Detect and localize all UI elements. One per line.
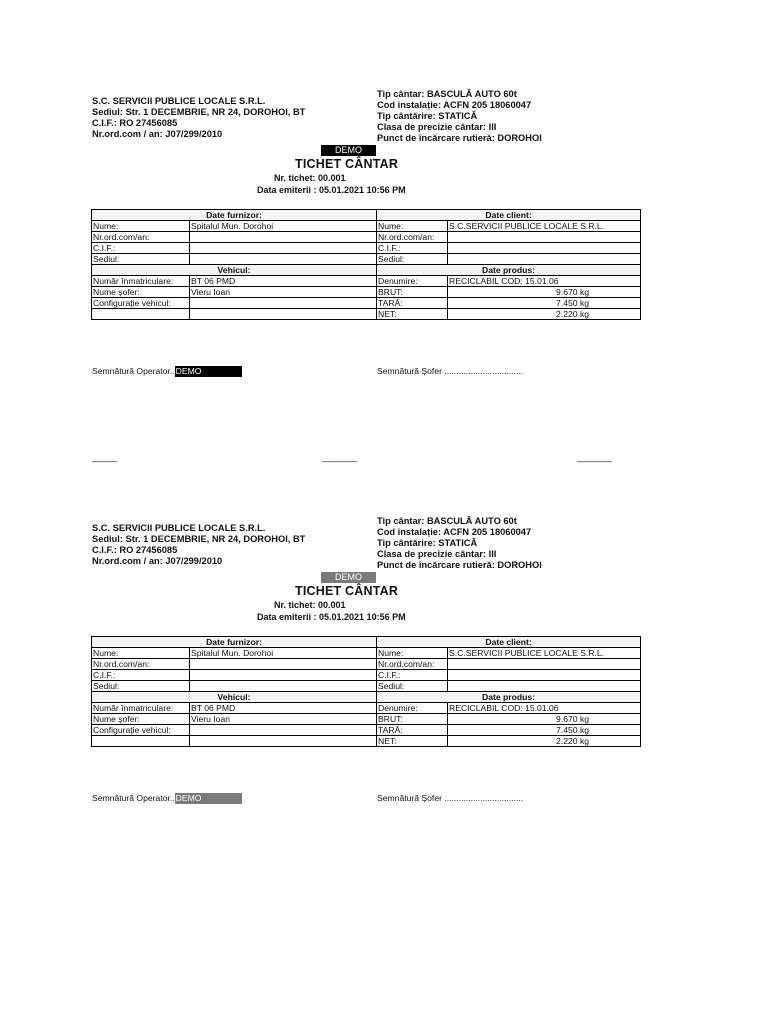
- product-value: 2.220 kg: [448, 309, 641, 320]
- cut-line-right: _______: [577, 452, 613, 462]
- vehicle-value: [190, 736, 377, 747]
- client-label: Nr.ord.com/an:: [377, 659, 448, 670]
- company-name: S.C. SERVICII PUBLICE LOCALE S.R.L.: [92, 96, 266, 106]
- table-row: [92, 309, 641, 320]
- vehicle-label: [92, 309, 190, 320]
- vehicle-value: [190, 725, 377, 736]
- client-header: Date client:: [377, 210, 641, 221]
- supplier-label: C.I.F.:: [92, 243, 190, 254]
- supplier-value: Spitalul Mun. Dorohoi: [190, 648, 377, 659]
- ticket-title: TICHET CÂNTAR: [295, 157, 399, 171]
- table-row: [92, 703, 641, 714]
- client-label: C.I.F.:: [377, 243, 448, 254]
- supplier-value: [190, 243, 377, 254]
- vehicle-label: Configurație vehicul:: [92, 298, 190, 309]
- supplier-label: Nume:: [92, 648, 190, 659]
- supplier-value: [190, 232, 377, 243]
- product-header: Date produs:: [377, 265, 641, 276]
- operator-signature-label: Semnătură Operator..: [92, 366, 175, 376]
- vehicle-value: BT 06 PMD: [190, 276, 377, 287]
- scale-loading-point: Punct de încărcare rutieră: DOROHOI: [377, 560, 542, 570]
- supplier-value: [190, 659, 377, 670]
- operator-signature: [92, 793, 242, 804]
- table-row: [92, 221, 641, 232]
- ticket-table: [91, 636, 641, 747]
- vehicle-label: Nume șofer:: [92, 714, 190, 725]
- client-label: Nume:: [377, 648, 448, 659]
- company-info: [92, 523, 305, 567]
- client-value: [448, 232, 641, 243]
- supplier-label: Nr.ord.com/an:: [92, 659, 190, 670]
- company-address: Sediul: Str. 1 DECEMBRIE, NR 24, DOROHOI, BT: [92, 107, 306, 117]
- company-address: Sediul: Str. 1 DECEMBRIE, NR 24, DOROHOI, BT: [92, 534, 306, 544]
- scale-info: [377, 516, 542, 571]
- company-info: [92, 96, 305, 140]
- scale-type: Tip cântar: BASCULĂ AUTO 60t: [377, 89, 517, 99]
- ticket-table: [91, 209, 641, 320]
- demo-banner: DEMO: [321, 145, 376, 156]
- operator-demo-box: DEMO: [175, 366, 242, 377]
- supplier-value: Spitalul Mun. Dorohoi: [190, 221, 377, 232]
- ticket-2: [0, 427, 768, 803]
- product-value: RECICLABIL COD: 15.01.06: [448, 703, 641, 714]
- supplier-label: Sediul:: [92, 681, 190, 692]
- ticket-1: [0, 0, 768, 376]
- product-value: RECICLABIL COD: 15.01.06: [448, 276, 641, 287]
- table-row: [92, 670, 641, 681]
- supplier-value: [190, 681, 377, 692]
- scale-weighing-type: Tip cântărire: STATICĂ: [377, 538, 478, 548]
- supplier-label: Nume:: [92, 221, 190, 232]
- client-label: C.I.F.:: [377, 670, 448, 681]
- scale-install-code: Cod instalație: ACFN 205 18060047: [377, 527, 532, 537]
- driver-signature: Semnătură Șofer .................................: [377, 793, 524, 803]
- company-nr-ord: Nr.ord.com / an: J07/299/2010: [92, 556, 223, 566]
- cut-line-middle: _______: [322, 452, 358, 462]
- product-label: TARĂ:: [377, 725, 448, 736]
- client-header: Date client:: [377, 637, 641, 648]
- company-name: S.C. SERVICII PUBLICE LOCALE S.R.L.: [92, 523, 266, 533]
- client-value: [448, 670, 641, 681]
- product-label: Denumire:: [377, 703, 448, 714]
- product-value: 9.670 kg: [448, 287, 641, 298]
- driver-signature: Semnătură Șofer .................................: [377, 366, 524, 376]
- scale-precision-class: Clasa de precizie cântar: III: [377, 122, 497, 132]
- table-row: [92, 232, 641, 243]
- product-value: 7.450 kg: [448, 298, 641, 309]
- vehicle-value: Vieru Ioan: [190, 287, 377, 298]
- scale-precision-class: Clasa de precizie cântar: III: [377, 549, 497, 559]
- client-label: Nume:: [377, 221, 448, 232]
- vehicle-value: BT 06 PMD: [190, 703, 377, 714]
- supplier-label: Nr.ord.com/an:: [92, 232, 190, 243]
- table-row: [92, 659, 641, 670]
- table-row: [92, 254, 641, 265]
- vehicle-value: [190, 298, 377, 309]
- scale-loading-point: Punct de încărcare rutieră: DOROHOI: [377, 133, 542, 143]
- ticket-number: Nr. tichet: 00.001: [274, 173, 346, 183]
- operator-signature-label: Semnătură Operator..: [92, 793, 175, 803]
- scale-info: [377, 89, 542, 144]
- client-label: Nr.ord.com/an:: [377, 232, 448, 243]
- vehicle-label: [92, 736, 190, 747]
- product-value: 2.220 kg: [448, 736, 641, 747]
- vehicle-label: Număr înmatriculare:: [92, 703, 190, 714]
- table-row: [92, 714, 641, 725]
- client-label: Sediul:: [377, 681, 448, 692]
- vehicle-label: Număr înmatriculare:: [92, 276, 190, 287]
- vehicle-label: Configurație vehicul:: [92, 725, 190, 736]
- product-value: 7.450 kg: [448, 725, 641, 736]
- client-label: Sediul:: [377, 254, 448, 265]
- table-row: [92, 681, 641, 692]
- demo-banner: DEMO: [321, 572, 376, 583]
- product-label: NET:: [377, 309, 448, 320]
- table-row: [92, 736, 641, 747]
- client-value: S.C.SERVICII PUBLICE LOCALE S.R.L.: [448, 648, 641, 659]
- issue-date: Data emiterii : 05.01.2021 10:56 PM: [257, 612, 406, 622]
- table-row: [92, 287, 641, 298]
- issue-date: Data emiterii : 05.01.2021 10:56 PM: [257, 185, 406, 195]
- client-value: [448, 243, 641, 254]
- product-header: Date produs:: [377, 692, 641, 703]
- supplier-label: Sediul:: [92, 254, 190, 265]
- product-value: 9.670 kg: [448, 714, 641, 725]
- supplier-value: [190, 254, 377, 265]
- ticket-title: TICHET CÂNTAR: [295, 584, 399, 598]
- table-row: [92, 298, 641, 309]
- client-value: S.C.SERVICII PUBLICE LOCALE S.R.L.: [448, 221, 641, 232]
- supplier-label: C.I.F.:: [92, 670, 190, 681]
- table-row: [92, 276, 641, 287]
- scale-type: Tip cântar: BASCULĂ AUTO 60t: [377, 516, 517, 526]
- vehicle-header: Vehicul:: [92, 265, 377, 276]
- company-cif: C.I.F.: RO 27456085: [92, 118, 178, 128]
- supplier-header: Date furnizor:: [92, 210, 377, 221]
- client-value: [448, 254, 641, 265]
- cut-line-left: _____: [92, 452, 118, 462]
- vehicle-label: Nume șofer:: [92, 287, 190, 298]
- company-nr-ord: Nr.ord.com / an: J07/299/2010: [92, 129, 223, 139]
- product-label: BRUT:: [377, 287, 448, 298]
- scale-install-code: Cod instalație: ACFN 205 18060047: [377, 100, 532, 110]
- vehicle-header: Vehicul:: [92, 692, 377, 703]
- supplier-header: Date furnizor:: [92, 637, 377, 648]
- client-value: [448, 659, 641, 670]
- operator-demo-box: DEMO: [175, 793, 242, 804]
- table-row: [92, 725, 641, 736]
- table-row: [92, 648, 641, 659]
- table-row: [92, 243, 641, 254]
- ticket-number: Nr. tichet: 00.001: [274, 600, 346, 610]
- client-value: [448, 681, 641, 692]
- product-label: NET:: [377, 736, 448, 747]
- product-label: Denumire:: [377, 276, 448, 287]
- vehicle-value: [190, 309, 377, 320]
- product-label: TARĂ:: [377, 298, 448, 309]
- vehicle-value: Vieru Ioan: [190, 714, 377, 725]
- company-cif: C.I.F.: RO 27456085: [92, 545, 178, 555]
- scale-weighing-type: Tip cântărire: STATICĂ: [377, 111, 478, 121]
- product-label: BRUT:: [377, 714, 448, 725]
- operator-signature: [92, 366, 242, 377]
- supplier-value: [190, 670, 377, 681]
